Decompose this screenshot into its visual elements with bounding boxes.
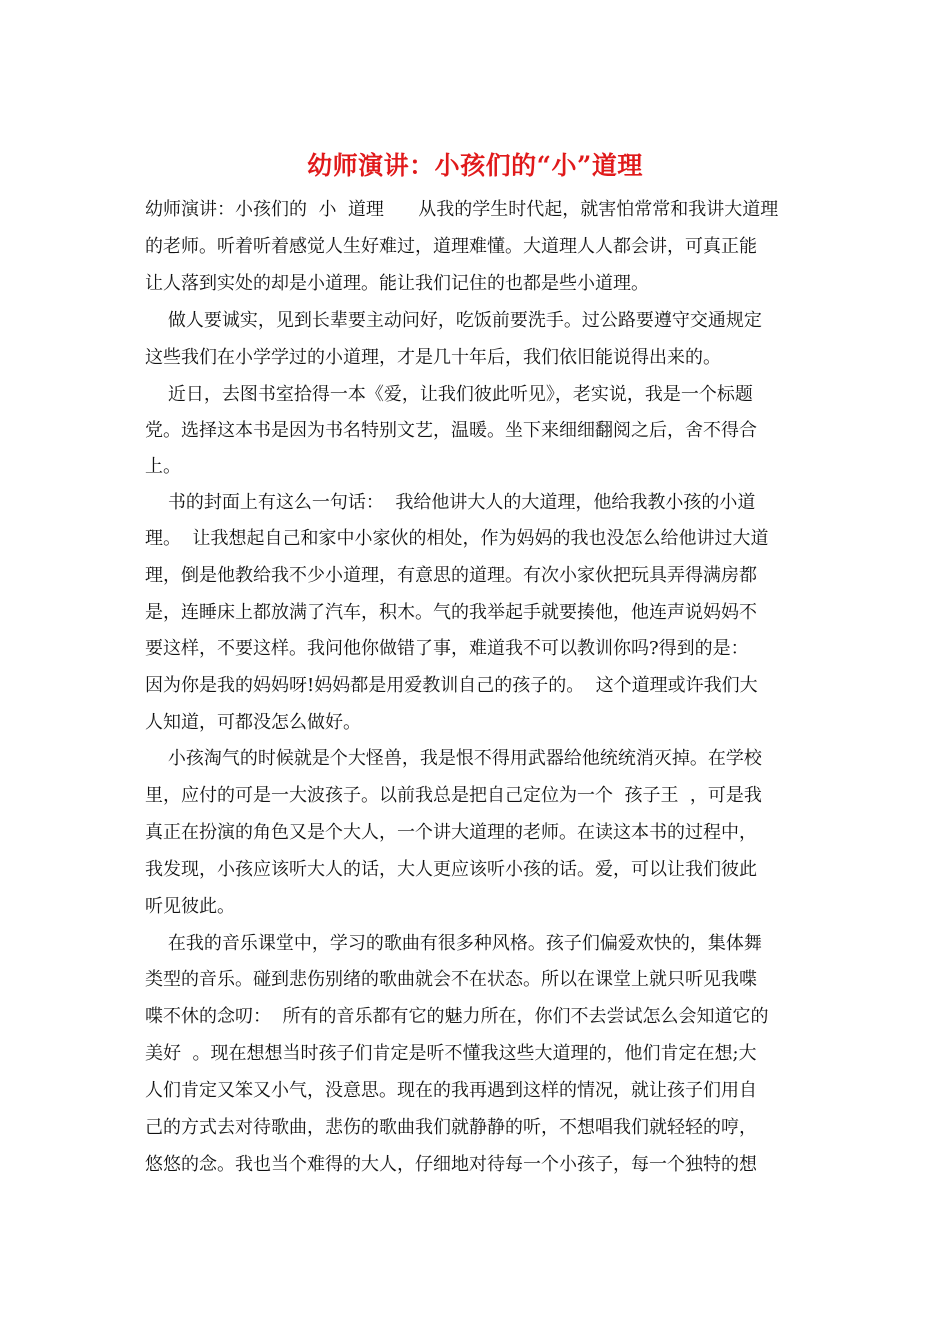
body-line: 近日，去图书室拾得一本《爱，让我们彼此听见》，老实说，我是一个标题 (145, 384, 753, 405)
body-line: 书的封面上有这么一句话： 我给他讲大人的大道理，他给我教小孩的小道 (145, 492, 756, 513)
body-line: 己的方式去对待歌曲，悲伤的歌曲我们就静静的听，不想唱我们就轻轻的哼， (145, 1117, 757, 1138)
body-line: 的老师。听着听着感觉人生好难过，道理难懂。大道理人人都会讲，可真正能 (145, 236, 757, 257)
body-line: 喋不休的念叨： 所有的音乐都有它的魅力所在，你们不去尝试怎么会知道它的 (145, 1006, 769, 1027)
body-line: 人们肯定又笨又小气，没意思。现在的我再遇到这样的情况，就让孩子们用自 (145, 1080, 757, 1101)
body-line: 要这样，不要这样。我问他你做错了事，难道我不可以教训你吗?得到的是： (145, 638, 749, 659)
body-line: 在我的音乐课堂中，学习的歌曲有很多种风格。孩子们偏爱欢快的，集体舞 (145, 933, 762, 954)
body-line: 党。选择这本书是因为书名特别文艺，温暖。坐下来细细翻阅之后，舍不得合 (145, 420, 757, 441)
body-line: 悠悠的念。我也当个难得的大人，仔细地对待每一个小孩子，每一个独特的想 (145, 1154, 757, 1175)
body-line: 人知道，可都没怎么做好。 (145, 712, 361, 733)
body-line: 上。 (145, 456, 181, 477)
body-line: 类型的音乐。碰到悲伤别绪的歌曲就会不在状态。所以在课堂上就只听见我喋 (145, 969, 757, 990)
body-line: 里，应付的可是一大波孩子。以前我总是把自己定位为一个 孩子王 ，可是我 (145, 785, 762, 806)
body-line: 我发现，小孩应该听大人的话，大人更应该听小孩的话。爱，可以让我们彼此 (145, 859, 757, 880)
body-line: 是，连睡床上都放满了汽车，积木。气的我举起手就要揍他，他连声说妈妈不 (145, 602, 757, 623)
body-line: 这些我们在小学学过的小道理，才是几十年后，我们依旧能说得出来的。 (145, 347, 721, 368)
body-line: 小孩淘气的时候就是个大怪兽，我是恨不得用武器给他统统消灭掉。在学校 (145, 748, 762, 769)
body-line: 听见彼此。 (145, 896, 235, 917)
body-line: 因为你是我的妈妈呀!妈妈都是用爱教训自己的孩子的。 这个道理或许我们大 (145, 675, 758, 696)
body-line: 理。 让我想起自己和家中小家伙的相处，作为妈妈的我也没怎么给他讲过大道 (145, 528, 769, 549)
body-line: 幼师演讲：小孩们的 小 道理 从我的学生时代起，就害怕常常和我讲大道理 (145, 199, 779, 220)
body-line: 让人落到实处的却是小道理。能让我们记住的也都是些小道理。 (145, 273, 649, 294)
body-line: 做人要诚实，见到长辈要主动问好，吃饭前要洗手。过公路要遵守交通规定 (145, 310, 762, 331)
body-line: 真正在扮演的角色又是个大人，一个讲大道理的老师。在读这本书的过程中， (145, 822, 757, 843)
document-title: 幼师演讲：小孩们的“小”道理 (307, 151, 643, 180)
body-line: 美好 。现在想想当时孩子们肯定是听不懂我这些大道理的，他们肯定在想;大 (145, 1043, 757, 1064)
body-line: 理，倒是他教给我不少小道理，有意思的道理。有次小家伙把玩具弄得满房都 (145, 565, 757, 586)
